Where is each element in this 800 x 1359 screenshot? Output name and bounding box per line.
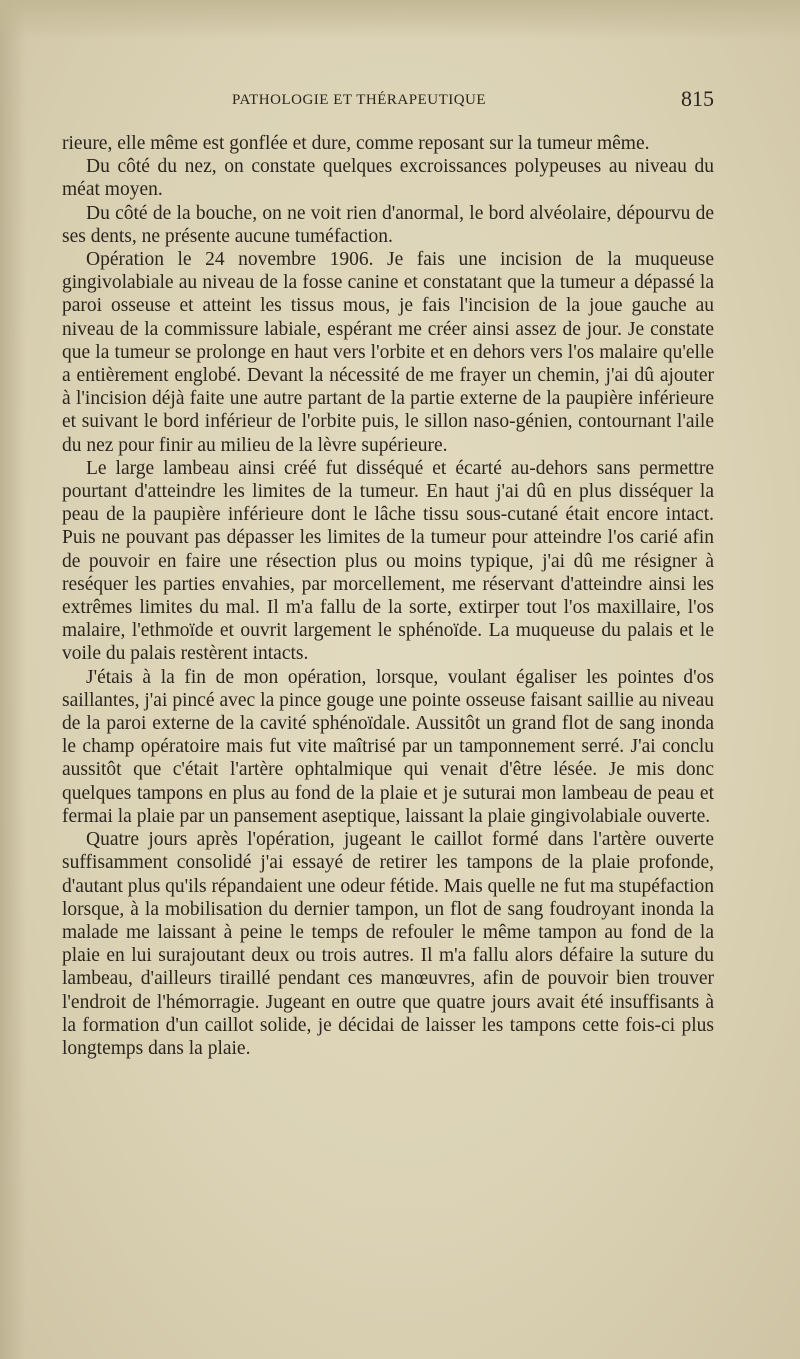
paragraph: Le large lambeau ainsi créé fut disséqué et écarté au-dehors sans permettre pourtant d'atteindre les limites de la tumeur. En haut j'ai dû en plus disséquer la peau de la paupière inférieure dont le lâche tissu sous-cutané était encore intact. Puis ne pouvant pas dépasser les limites de la tumeur pour atteindre l'os carié afin de pouvoir en faire une résection plus ou moins typique, j'ai dû me résigner à reséquer les parties envahies, par morcellement, me réservant d'atteindre ainsi les extrêmes limites du mal. Il m'a fallu de la sorte, extirper tout l'os maxillaire, l'os malaire, l'ethmoïde et ouvrit largement le sphénoïde. La muqueuse du palais et le voile du palais restèrent intacts.	[62, 457, 714, 665]
body-text	[62, 132, 714, 1060]
paragraph: Opération le 24 novembre 1906. Je fais une incision de la muqueuse gingivolabiale au niveau de la fosse canine et constatant que la tumeur a dépassé la paroi osseuse et atteint les tissus mous, je fais l'incision de la joue gauche au niveau de la commissure labiale, espérant me créer ainsi assez de jour. Je constate que la tumeur se prolonge en haut vers l'orbite et en dehors vers l'os malaire qu'elle a entièrement englobé. Devant la nécessité de me frayer un chemin, j'ai dû ajouter à l'incision déjà faite une autre partant de la partie externe de la paupière inférieure et suivant le bord inférieur de l'orbite puis, le sillon naso-génien, contournant l'aile du nez pour finir au milieu de la lèvre supérieure.	[62, 249, 714, 456]
paragraph: Du côté de la bouche, on ne voit rien d'anormal, le bord alvéolaire, dépourvu de ses dents, ne présente aucune tuméfaction.	[62, 202, 714, 247]
page-number: 815	[681, 86, 714, 111]
paragraph: J'étais à la fin de mon opération, lorsque, voulant égaliser les pointes d'os saillantes, j'ai pincé avec la pince gouge une pointe osseuse faisant saillie au niveau de la paroi externe de la cavité sphénoïdale. Aussitôt un grand flot de sang inonda le champ opératoire mais fut vite maîtrisé par un tamponnement serré. J'ai conclu aussitôt que c'était l'artère ophtalmique qui venait d'être lésée. Je mis donc quelques tampons en plus au fond de la plaie et je suturai mon lambeau de peau et fermai la plaie par un pansement aseptique, laissant la plaie gingivolabiale ouverte.	[62, 666, 714, 827]
page-top-shadow	[0, 0, 800, 40]
paragraph: rieure, elle même est gonflée et dure, comme reposant sur la tumeur même.	[62, 133, 650, 154]
page-edge-shadow	[0, 0, 26, 1359]
paragraph: Quatre jours après l'opération, jugeant le caillot formé dans l'artère ouverte suffisamment consolidé j'ai essayé de retirer les tampons de la plaie profonde, d'autant plus qu'ils répandaient une odeur fétide. Mais quelle ne fut ma stupéfaction lorsque, à la mobilisation du dernier tampon, un flot de sang foudroyant inonda la malade me laissant à peine le temps de refouler le même tampon au fond de la plaie en lui surajoutant deux ou trois autres. Il m'a fallu alors défaire la suture du lambeau, d'ailleurs tiraillé pendant ces manœuvres, afin de pouvoir bien trouver l'endroit de l'hémorragie. Jugeant en outre que quatre jours avait été insuffisants à la formation d'un caillot solide, je décidai de laisser les tampons cette fois-ci plus longtemps dans la plaie.	[62, 829, 714, 1059]
paragraph: Du côté du nez, on constate quelques excroissances polypeuses au niveau du méat moyen.	[62, 156, 714, 201]
running-head	[62, 88, 714, 116]
running-title: PATHOLOGIE ET THÉRAPEUTIQUE	[232, 92, 487, 108]
